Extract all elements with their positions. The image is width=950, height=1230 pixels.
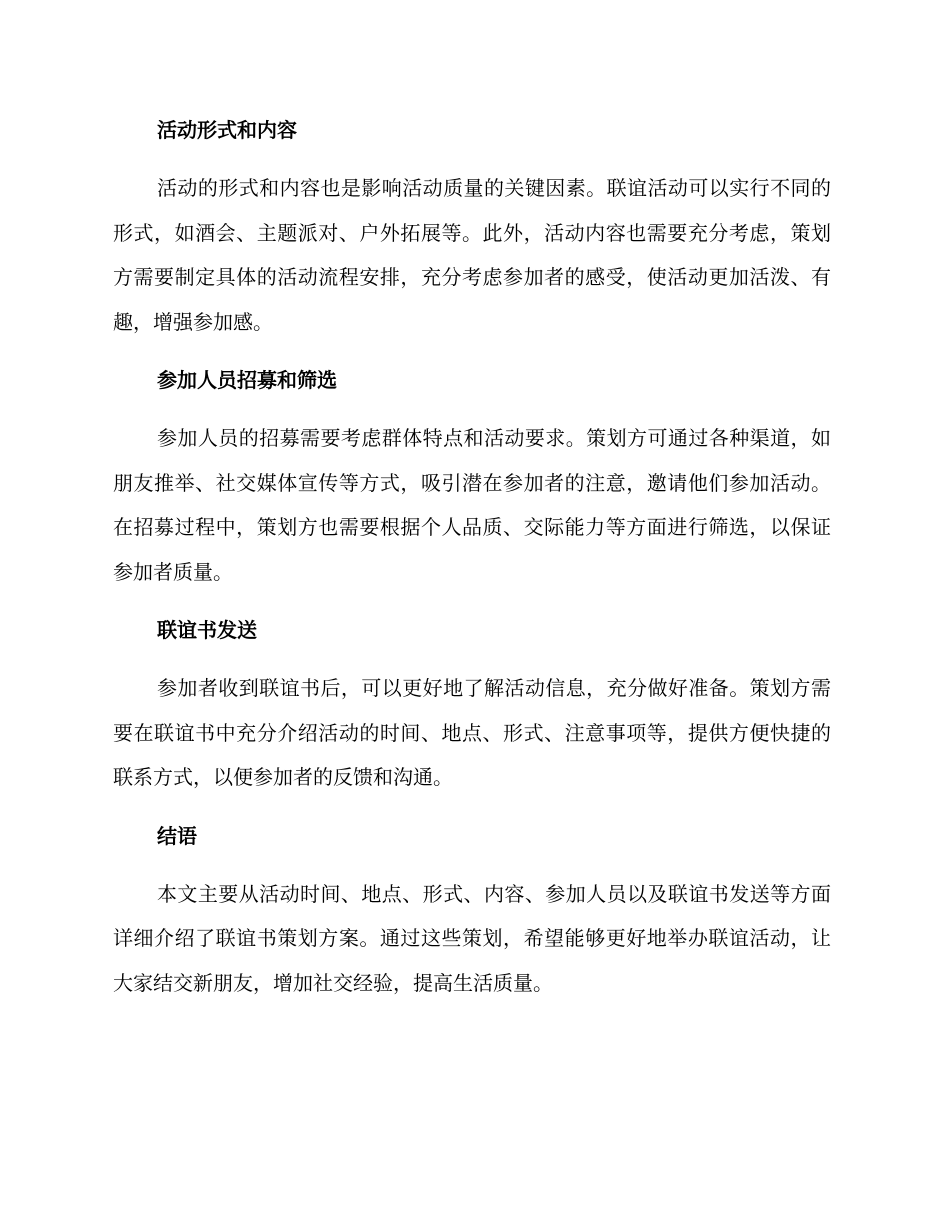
document-page xyxy=(113,108,831,1005)
section-heading-letter-sending: 联谊书发送 xyxy=(157,618,257,642)
section-heading-form-content: 活动形式和内容 xyxy=(157,118,297,142)
section-heading-conclusion: 结语 xyxy=(157,823,197,848)
section-paragraph-letter-sending: 参加者收到联谊书后，可以更好地了解活动信息，充分做好准备。策划方需要在联谊书中充分介绍活动的时间、地点、形式、注意事项等，提供方便快捷的联系方式，以便参加者的反馈和沟通。 xyxy=(113,676,831,789)
section-heading-recruitment: 参加人员招募和筛选 xyxy=(157,368,337,392)
section-paragraph-form-content: 活动的形式和内容也是影响活动质量的关键因素。联谊活动可以实行不同的形式，如酒会、主题派对、户外拓展等。此外，活动内容也需要充分考虑，策划方需要制定具体的活动流程安排，充分考虑参加者的感受，使活动更加活泼、有趣，增强参加感。 xyxy=(113,176,831,334)
section-paragraph-conclusion: 本文主要从活动时间、地点、形式、内容、参加人员以及联谊书发送等方面详细介绍了联谊书策划方案。通过这些策划，希望能够更好地举办联谊活动，让大家结交新朋友，增加社交经验，提高生活质量。 xyxy=(113,881,831,995)
section-paragraph-recruitment: 参加人员的招募需要考虑群体特点和活动要求。策划方可通过各种渠道，如朋友推举、社交媒体宣传等方式，吸引潜在参加者的注意，邀请他们参加活动。在招募过程中，策划方也需要根据个人品质、交际能力等方面进行筛选，以保证参加者质量。 xyxy=(113,426,831,584)
